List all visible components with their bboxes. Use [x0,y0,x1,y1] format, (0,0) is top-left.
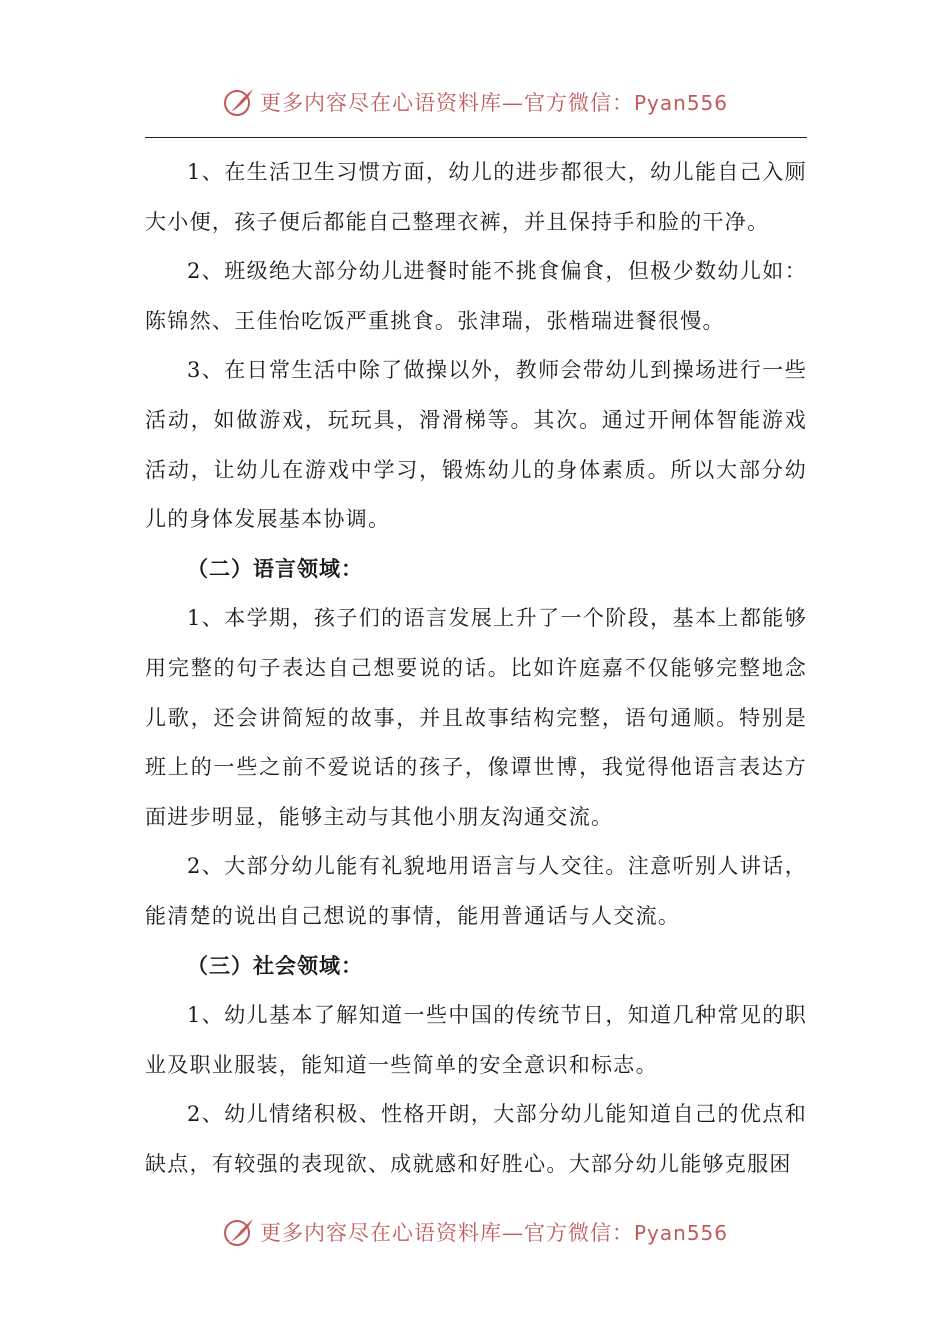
section-heading-language: （二）语言领域： [187,556,363,581]
header-divider [145,137,807,138]
banner-text-cn: 更多内容尽在心语资料库—官方微信： [259,91,634,115]
paragraph-language-manners: 2、大部分幼儿能有礼貌地用语言与人交往。注意听别人讲话，能清楚的说出自己想说的事情，能用普通话与人交流。 [145,854,807,928]
footer-banner [0,1212,950,1252]
paragraph-activities: 3、在日常生活中除了做操以外，教师会带幼儿到操场进行一些活动，如做游戏，玩玩具，滑滑梯等。其次。通过开闸体智能游戏活动，让幼儿在游戏中学习，锻炼幼儿的身体素质。所以大部分幼儿的身体发展基本协调。 [145,358,807,532]
banner-text [260,87,728,117]
section-heading-social: （三）社会领域： [187,953,363,978]
paragraph-social-knowledge: 1、幼儿基本了解知道一些中国的传统节日，知道几种常见的职业及职业服装，能知道一些简单的安全意识和标志。 [145,1003,807,1077]
document-body [145,148,807,1189]
banner-text [260,1217,728,1247]
paragraph-hygiene: 1、在生活卫生习惯方面，幼儿的进步都很大，幼儿能自己入厕大小便，孩子便后都能自己整理衣裤，并且保持手和脸的干净。 [145,160,807,234]
paragraph-language-progress: 1、本学期，孩子们的语言发展上升了一个阶段，基本上都能够用完整的句子表达自己想要说的话。比如许庭嘉不仅能够完整地念儿歌，还会讲简短的故事，并且故事结构完整，语句通顺。特别是班上的一些之前不爱说话的孩子，像谭世博，我觉得他语言表达方面进步明显，能够主动与其他小朋友沟通交流。 [145,606,807,829]
banner-text-cn: 更多内容尽在心语资料库—官方微信： [259,1221,634,1245]
paragraph-social-emotion: 2、幼儿情绪积极、性格开朗，大部分幼儿能知道自己的优点和缺点，有较强的表现欲、成就感和好胜心。大部分幼儿能够克服困 [145,1102,807,1176]
quill-logo-icon [222,85,256,119]
banner-wechat-id: Pyan556 [633,1221,728,1245]
quill-logo-icon [222,1215,256,1249]
header-banner [0,82,950,122]
paragraph-eating: 2、班级绝大部分幼儿进餐时能不挑食偏食，但极少数幼儿如：陈锦然、王佳怡吃饭严重挑食。张津瑞，张楷瑞进餐很慢。 [145,259,807,333]
banner-wechat-id: Pyan556 [633,91,728,115]
